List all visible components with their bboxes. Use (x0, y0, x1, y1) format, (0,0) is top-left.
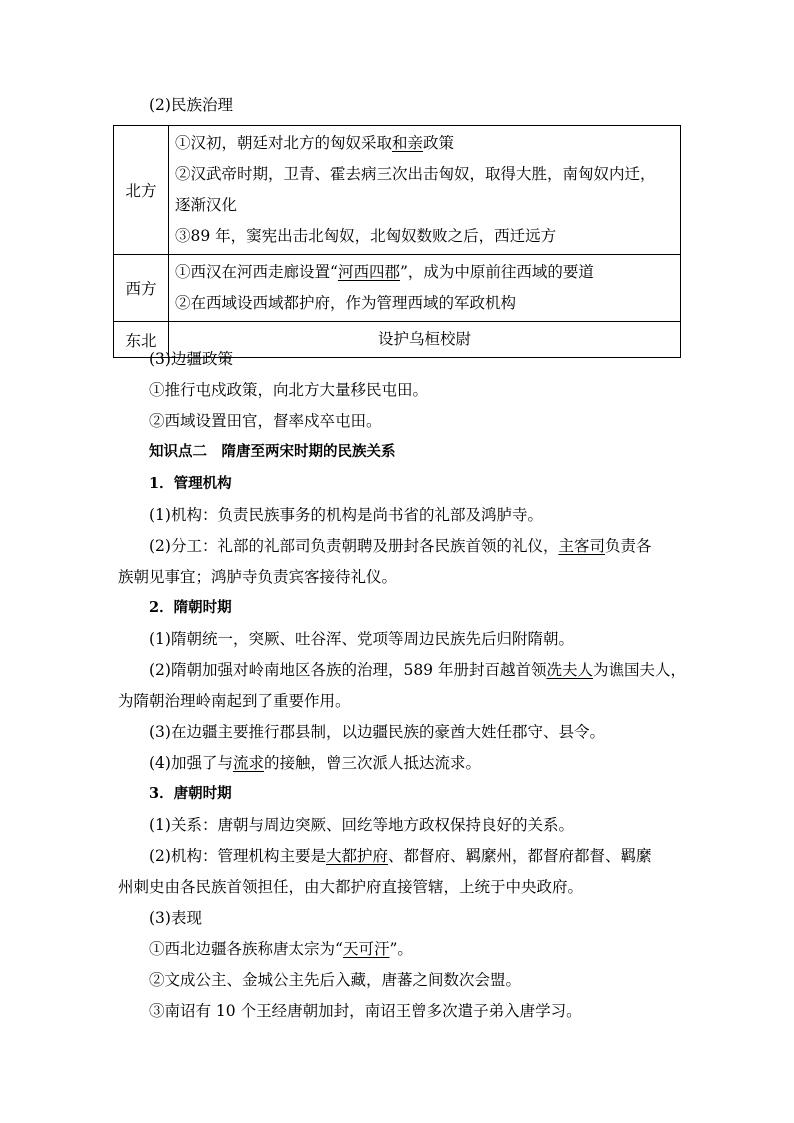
s2-paragraph-2-cont: 为隋朝治理岭南起到了重要作用。 (118, 692, 351, 710)
s3-paragraph-3: (3)表现 (149, 909, 202, 927)
s3-item-1: ①西北边疆各族称唐太宗为“天可汗”。 (149, 940, 413, 958)
s3-paragraph-2: (2)机构：管理机构主要是大都护府、都督府、羁縻州，都督府都督、羁縻 (149, 847, 652, 865)
frontier-policy-title: (3)边疆政策 (149, 350, 233, 368)
s3-item-2: ②文成公主、金城公主先后入藏，唐蕃之间数次会盟。 (149, 971, 522, 989)
section-2-title: 2．隋朝时期 (149, 599, 232, 616)
table-cell-line: 逐渐汉化 (175, 196, 238, 214)
table-region-cell: 西方 (114, 255, 169, 322)
s1-paragraph-2-cont: 族朝见事宜；鸿胪寺负责宾客接待礼仪。 (118, 568, 398, 586)
s2-paragraph-4: (4)加强了与流求的接触，曾三次派人抵达流求。 (149, 754, 481, 772)
underlined-term: 大都护府 (325, 847, 388, 865)
underlined-term: 和亲 (392, 134, 424, 152)
s3-item-3: ③南诏有 10 个王经唐朝加封，南诏王曾多次遣子弟入唐学习。 (149, 1002, 582, 1020)
underlined-term: 天可汗 (342, 940, 390, 958)
frontier-policy-item: ②西域设置田官，督率戍卒屯田。 (149, 412, 382, 430)
underlined-term: 冼夫人 (546, 661, 593, 679)
section-3-title: 3．唐朝时期 (149, 785, 232, 802)
table-region-cell: 东北 (114, 322, 169, 358)
table-row (114, 126, 681, 255)
s1-paragraph-2: (2)分工：礼部的礼部司负责朝聘及册封各民族首领的礼仪，主客司负责各 (149, 537, 652, 555)
table-cell-line: ①西汉在河西走廊设置“河西四郡”，成为中原前往西域的要道 (175, 263, 594, 281)
table-content-cell (169, 126, 681, 255)
s3-paragraph-2-cont: 州刺史由各民族首领担任，由大都护府直接管辖，上统于中央政府。 (118, 878, 584, 896)
underlined-term: 河西四郡 (337, 263, 400, 281)
underlined-term: 主客司 (558, 537, 605, 555)
section-1-title: 1．管理机构 (149, 475, 232, 492)
s2-paragraph-2: (2)隋朝加强对岭南地区各族的治理，589 年册封百越首领冼夫人为谯国夫人， (149, 661, 687, 679)
table-cell-line: ③89 年，窦宪出击北匈奴，北匈奴数败之后，西迁远方 (175, 227, 557, 245)
s2-paragraph-3: (3)在边疆主要推行郡县制，以边疆民族的豪酋大姓任郡守、县令。 (149, 723, 605, 741)
table-cell-line: ②汉武帝时期，卫青、霍去病三次出击匈奴，取得大胜，南匈奴内迁， (175, 165, 656, 183)
table-cell-line: ②在西域设西域都护府，作为管理西域的军政机构 (175, 294, 517, 312)
table-content-cell (169, 322, 681, 358)
table-cell-line: ①汉初，朝廷对北方的匈奴采取和亲政策 (175, 134, 455, 152)
underlined-term: 流求 (232, 754, 264, 772)
ethnic-governance-table (113, 125, 681, 358)
section-ethnic-governance-title: (2)民族治理 (149, 96, 233, 114)
s2-paragraph-1: (1)隋朝统一，突厥、吐谷浑、党项等周边民族先后归附隋朝。 (149, 630, 574, 648)
table-region-cell: 北方 (114, 126, 169, 255)
table-content-cell (169, 255, 681, 322)
knowledge-point-2-title: 知识点二 隋唐至两宋时期的民族关系 (149, 443, 396, 460)
s1-paragraph-1: (1)机构：负责民族事务的机构是尚书省的礼部及鸿胪寺。 (149, 506, 543, 524)
table-cell-line: 设护乌桓校尉 (377, 330, 471, 348)
table-row (114, 255, 681, 322)
s3-paragraph-1: (1)关系：唐朝与周边突厥、回纥等地方政权保持良好的关系。 (149, 816, 574, 834)
frontier-policy-item: ①推行屯戍政策，向北方大量移民屯田。 (149, 381, 429, 399)
